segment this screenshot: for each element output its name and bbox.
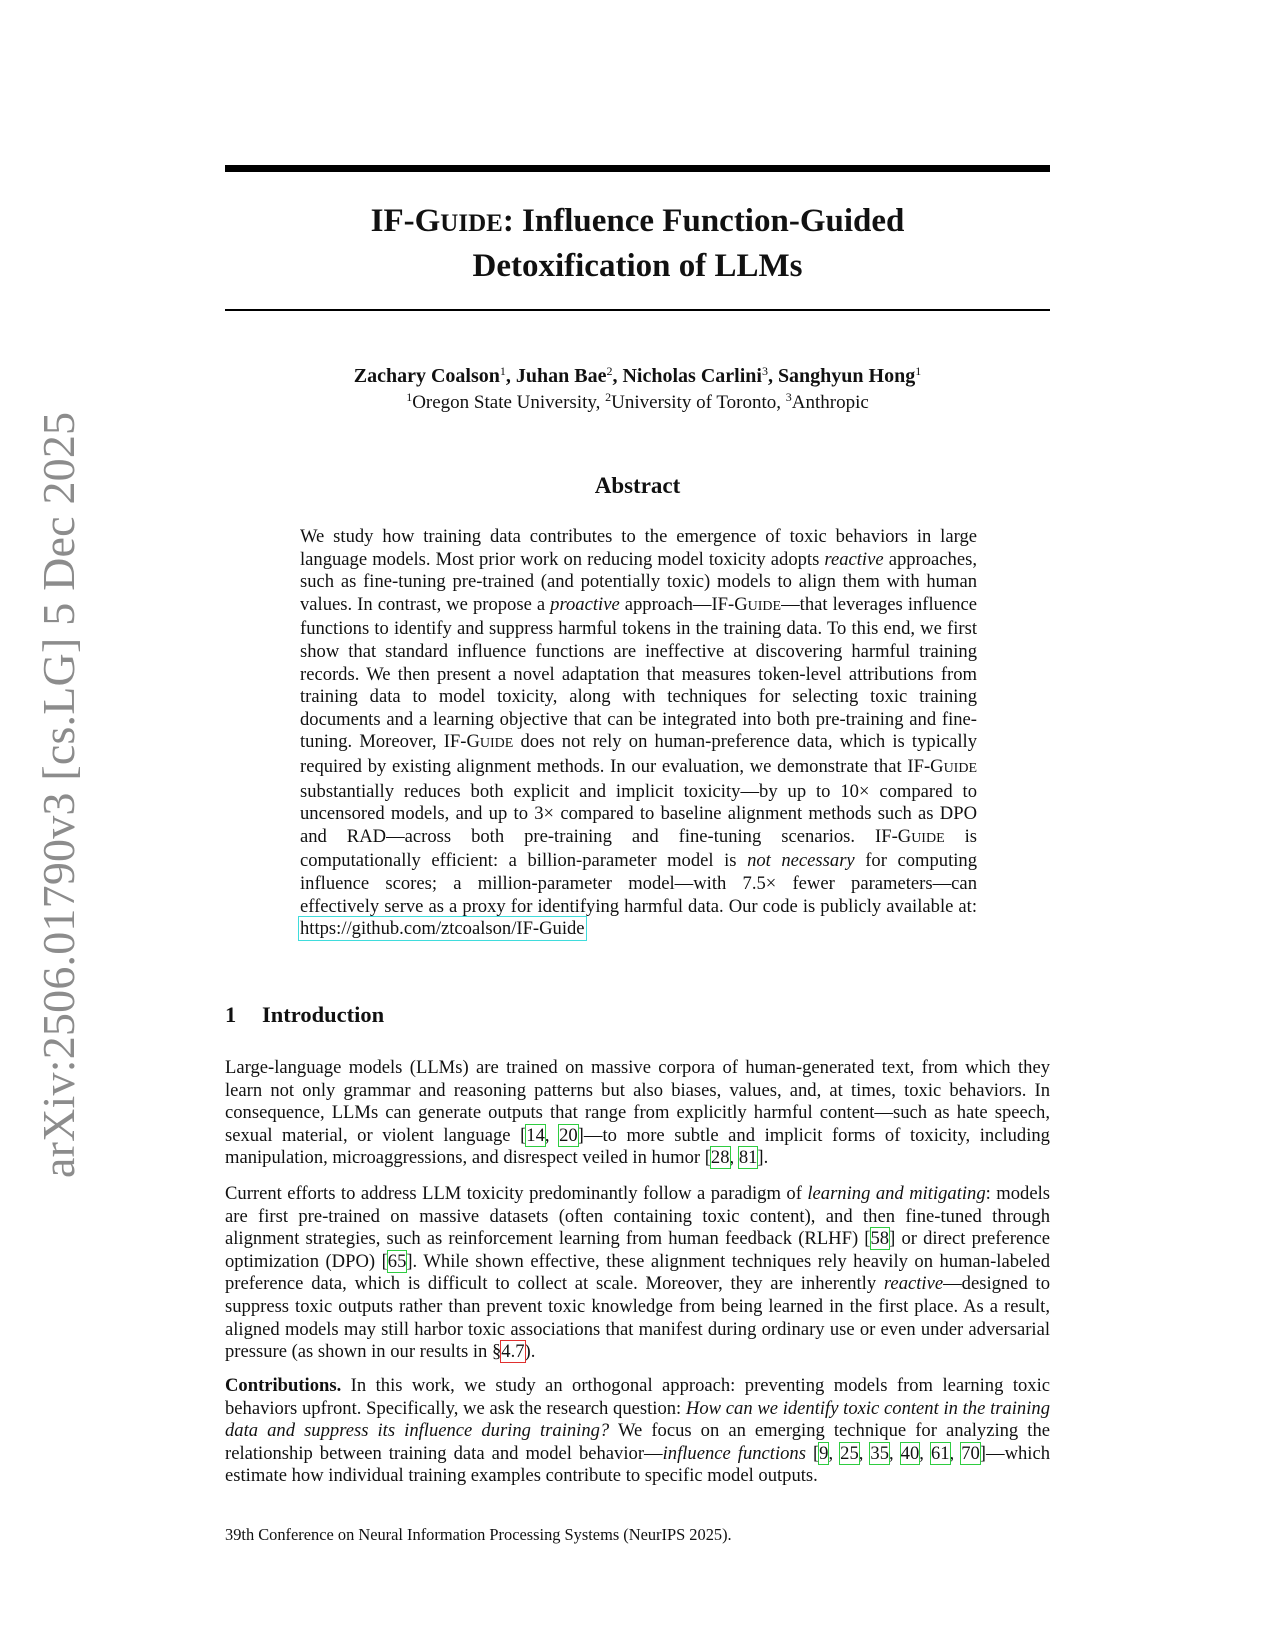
author-list: Zachary Coalson$^1$, Juhan Bae$^2$, Nicholas Carlini$^3$, Sanghyun Hong$^1$ xyxy=(353,364,922,387)
abstract-text: substantially reduces both explicit and implicit toxicity—by up to 10× compared to uncensored models, and up to 3× compared to baseline alignment methods such as DPO and RAD—across both pre-training and fine-tuning scenarios. xyxy=(300,780,977,847)
abstract-emphasis: not necessary xyxy=(747,850,855,872)
abstract-text: approach— xyxy=(619,593,712,615)
section-heading-introduction xyxy=(225,1002,384,1028)
author-name: Nicholas Carlini xyxy=(622,365,762,387)
citation-link[interactable]: 20 xyxy=(559,1124,578,1146)
affil-mark: 2 xyxy=(605,390,612,404)
method-name: IF-GUIDE xyxy=(443,731,514,753)
citation-link[interactable]: 65 xyxy=(387,1250,407,1272)
abstract-text: does not rely on human-preference data, which is typically required by existing alignment methods. In our evaluation, we demonstrate that xyxy=(300,731,977,777)
paragraph-text: Current efforts to address LLM toxicity predominantly follow a paradigm of xyxy=(225,1183,808,1204)
citation-link[interactable]: 58 xyxy=(870,1228,890,1250)
affil-name: University of Toronto xyxy=(611,392,777,413)
citation-link[interactable]: 9 xyxy=(819,1442,829,1464)
author-affil-mark: 2 xyxy=(606,364,613,378)
citation-link[interactable]: 40 xyxy=(900,1442,920,1464)
author-affil-mark: 1 xyxy=(499,364,506,378)
citation-link[interactable]: 35 xyxy=(870,1442,889,1464)
paragraph-emphasis: learning and mitigating xyxy=(807,1183,986,1204)
section-title: Introduction xyxy=(262,1002,385,1027)
paragraph-text: ] or direct preference optimization (DPO) [ xyxy=(225,1228,1051,1272)
paragraph-text: : models are first pre-trained on massive datasets (often containing toxic content), and then fine-tuned through alignment strategies, such as reinforcement learning from human feedback (RLHF) [ xyxy=(225,1183,1050,1250)
paragraph-text: —designed to suppress toxic outputs rather than prevent toxic knowledge from being learned in the first place. As a result, aligned models may still harbor toxic associations that manifest during ordinary use or even under adversarial pressure (as shown in our results in § xyxy=(225,1273,1050,1363)
section-reference-link[interactable]: 4.7 xyxy=(501,1341,525,1363)
method-name: IF-GUIDE xyxy=(875,825,945,847)
arxiv-identifier-stamp xyxy=(33,411,124,1178)
paragraph-text: We focus on an emerging technique for analyzing the relationship between training data and model behavior— xyxy=(225,1420,1050,1464)
title-line1-rest: : Influence Function-Guided xyxy=(502,203,905,239)
paragraph-text: ). xyxy=(524,1341,536,1363)
title-line2: Detoxification of LLMs xyxy=(472,248,803,284)
paragraph-text: ]. While shown effective, these alignment techniques rely heavily on human-labeled preference data, which is difficult to collect at scale. Moreover, they are inherently xyxy=(225,1250,1050,1295)
affil-name: Anthropic xyxy=(791,392,869,413)
method-name: IF-GUIDE xyxy=(907,755,977,777)
abstract-heading: Abstract xyxy=(594,473,681,498)
abstract-text: —that leverages influence functions to identify and suppress harmful tokens in the training data. To this end, we first show that standard influence functions are ineffective at discovering harmful training records. We then present a novel adaptation that measures token-level attributions from training data to model toxicity, along with techniques for selecting toxic training documents and a learning objective that can be integrated into both pre-training and fine-tuning. Moreover, xyxy=(300,593,977,753)
paragraph-text: In this work, we study an orthogonal approach: preventing models from learning toxic behaviors upfront. Specifically, we ask the research question: xyxy=(225,1375,1050,1419)
paragraph-lead-in: Contributions. xyxy=(225,1375,342,1396)
affil-mark: 3 xyxy=(785,390,792,404)
citation-link[interactable]: 14 xyxy=(526,1124,545,1146)
affil-name: Oregon State University xyxy=(412,392,596,413)
abstract-text: is computationally efficient: a billion-parameter model is xyxy=(300,825,977,872)
section-number: 1 xyxy=(225,1002,237,1027)
affiliation-list: $^1$Oregon State University, $^2$University of Toronto, $^3$Anthropic xyxy=(406,390,869,413)
conference-footnote: 39th Conference on Neural Information Processing Systems (NeurIPS 2025). xyxy=(225,1525,732,1544)
citation-link[interactable]: 81 xyxy=(738,1147,758,1169)
author-name: Sanghyun Hong xyxy=(777,365,916,387)
author-name: Juhan Bae xyxy=(515,365,607,387)
abstract-text: We study how training data contributes to the emergence of toxic behaviors in large language models. Most prior work on reducing model toxicity adopts xyxy=(300,526,977,570)
intro-paragraph-2 xyxy=(225,1183,1050,1364)
intro-paragraph-contributions: Contributions. In this work, we study an orthogonal approach: preventing models from learning toxic behaviors upfront. Specifically, we ask the research question: How can we identify toxic content in the training data and suppress its influence during training? We focus on an emerging technique for analyzing the relationship between training data and model behavior—influence functions [9, 25, 35, 40, 61, 70]—which estimate how individual training examples contribute to specific model outputs. xyxy=(225,1375,1051,1487)
intro-paragraph-1: Large-language models (LLMs) are trained on massive corpora of human-generated text, from which they learn not only grammar and reasoning patterns but also biases, values, and, at times, toxic behaviors. In consequence, LLMs can generate outputs that range from explicitly harmful content—such as hate speech, sexual material, or violent language [14, 20]—to more subtle and implicit forms of toxicity, including manipulation, microaggressions, and disrespect veiled in humor [28, 81]. xyxy=(225,1057,1050,1169)
title-smallcaps: UIDE xyxy=(440,210,503,237)
abstract-text: approaches, such as fine-tuning pre-trained (and potentially toxic) models to align them with human values. In contrast, we propose a xyxy=(300,548,977,615)
author-affil-mark: 1 xyxy=(915,364,922,378)
title-top-rule xyxy=(225,165,1050,172)
citation-link[interactable]: 61 xyxy=(930,1442,950,1464)
paragraph-text: Large-language models (LLMs) are trained on massive corpora of human-generated text, from which they learn not only grammar and reasoning patterns but also biases, values, and, at times, toxic behaviors. In consequence, LLMs can generate outputs that range from explicitly harmful content—such as hate speech, sexual material, or violent language [ xyxy=(225,1057,1050,1146)
paragraph-text: [ xyxy=(805,1442,820,1464)
title-bottom-rule xyxy=(225,309,1050,311)
citation-link[interactable]: 28 xyxy=(710,1147,730,1169)
abstract-emphasis: proactive xyxy=(550,593,620,615)
title-prefix: IF-G xyxy=(370,203,441,239)
research-question: How can we identify toxic content in the training data and suppress its influence during training? xyxy=(225,1397,1050,1442)
abstract-text: for computing influence scores; a million-parameter model—with 7.5× fewer parameters—can effectively serve as a proxy for identifying harmful data. Our code is publicly available at: xyxy=(300,850,977,917)
paragraph-text: ]. xyxy=(757,1147,769,1169)
abstract-paragraph xyxy=(300,526,977,941)
paper-title xyxy=(225,200,1050,288)
citation-link[interactable]: 70 xyxy=(961,1442,980,1464)
affil-mark: 1 xyxy=(406,390,413,404)
paragraph-emphasis: reactive xyxy=(883,1273,944,1295)
paragraph-emphasis: influence functions xyxy=(662,1442,806,1464)
method-name: IF-GUIDE xyxy=(711,593,782,615)
paragraph-text: ]—to more subtle and implicit forms of toxicity, including manipulation, microaggressions, and disrespect veiled in humor [ xyxy=(225,1124,1050,1169)
author-affil-mark: 3 xyxy=(761,364,768,378)
citation-link[interactable]: 25 xyxy=(840,1442,859,1464)
author-name: Zachary Coalson xyxy=(353,365,500,387)
arxiv-identifier-text: arXiv:2506.01790v3 [cs.LG] 5 Dec 2025 xyxy=(33,411,84,1178)
abstract-emphasis: reactive xyxy=(824,548,884,570)
code-repository-link[interactable]: https://github.com/ztcoalson/IF-Guide xyxy=(300,918,585,940)
paragraph-text: ]—which estimate how individual training examples contribute to specific model outputs. xyxy=(225,1442,1051,1487)
